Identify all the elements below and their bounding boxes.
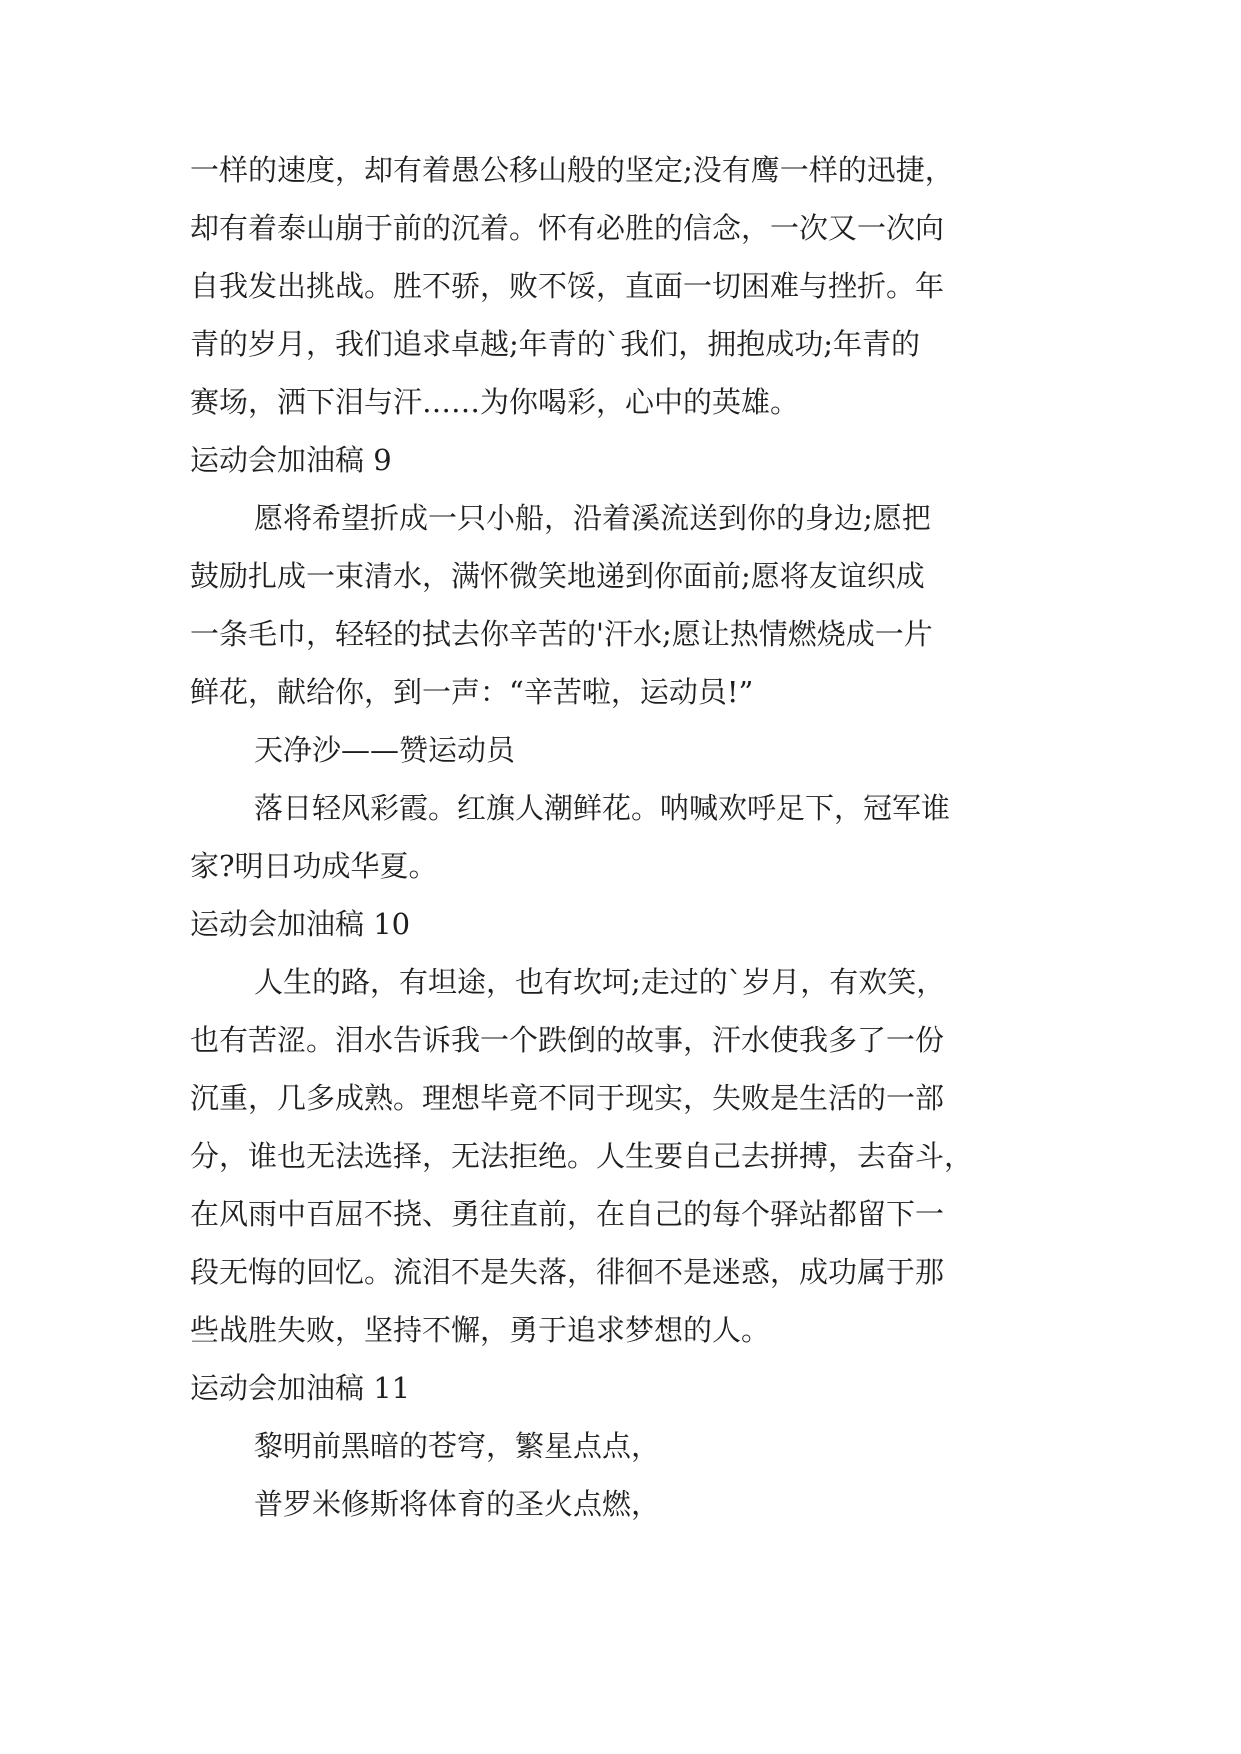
paragraph-line: 却有着泰山崩于前的沉着。怀有必胜的信念，一次又一次向: [190, 211, 945, 245]
paragraph-line: 在风雨中百屈不挠、勇往直前，在自己的每个驿站都留下一: [190, 1197, 945, 1231]
paragraph-line: 落日轻风彩霞。红旗人潮鲜花。呐喊欢呼足下，冠军谁: [254, 791, 951, 825]
paragraph-line: 青的岁月，我们追求卓越;年青的`我们，拥抱成功;年青的: [190, 327, 921, 361]
paragraph-line: 鼓励扎成一束清水，满怀微笑地递到你面前;愿将友谊织成: [190, 559, 925, 593]
poem-line: 普罗米修斯将体育的圣火点燃，: [254, 1487, 661, 1521]
poem-line: 黎明前黑暗的苍穹，繁星点点，: [254, 1429, 661, 1463]
paragraph-line: 赛场，洒下泪与汗……为你喝彩，心中的英雄。: [190, 385, 800, 419]
paragraph-line: 愿将希望折成一只小船，沿着溪流送到你的身边;愿把: [254, 501, 931, 535]
paragraph-line: 些战胜失败，坚持不懈，勇于追求梦想的人。: [190, 1313, 771, 1347]
paragraph-line: 鲜花，献给你，到一声：“辛苦啦，运动员!”: [190, 675, 754, 709]
poem-title: 天净沙——赞运动员: [254, 733, 516, 767]
paragraph-line: 分，谁也无法选择，无法拒绝。人生要自己去拼搏，去奋斗，: [190, 1139, 974, 1173]
section-heading: 运动会加油稿 9: [190, 443, 392, 477]
paragraph-line: 沉重，几多成熟。理想毕竟不同于现实，失败是生活的一部: [190, 1081, 945, 1115]
paragraph-line: 一样的速度，却有着愚公移山般的坚定;没有鹰一样的迅捷，: [190, 153, 954, 187]
paragraph-line: 段无悔的回忆。流泪不是失落，徘徊不是迷惑，成功属于那: [190, 1255, 945, 1289]
paragraph-line: 人生的路，有坦途，也有坎坷;走过的`岁月，有欢笑，: [254, 965, 946, 999]
paragraph-line: 也有苦涩。泪水告诉我一个跌倒的故事，汗水使我多了一份: [190, 1023, 945, 1057]
section-heading: 运动会加油稿 10: [190, 907, 411, 941]
paragraph-line: 自我发出挑战。胜不骄，败不馁，直面一切困难与挫折。年: [190, 269, 945, 303]
section-heading: 运动会加油稿 11: [190, 1371, 411, 1405]
paragraph-line: 一条毛巾，轻轻的拭去你辛苦的'汗水;愿让热情燃烧成一片: [190, 617, 933, 651]
paragraph-line: 家?明日功成华夏。: [190, 849, 438, 883]
